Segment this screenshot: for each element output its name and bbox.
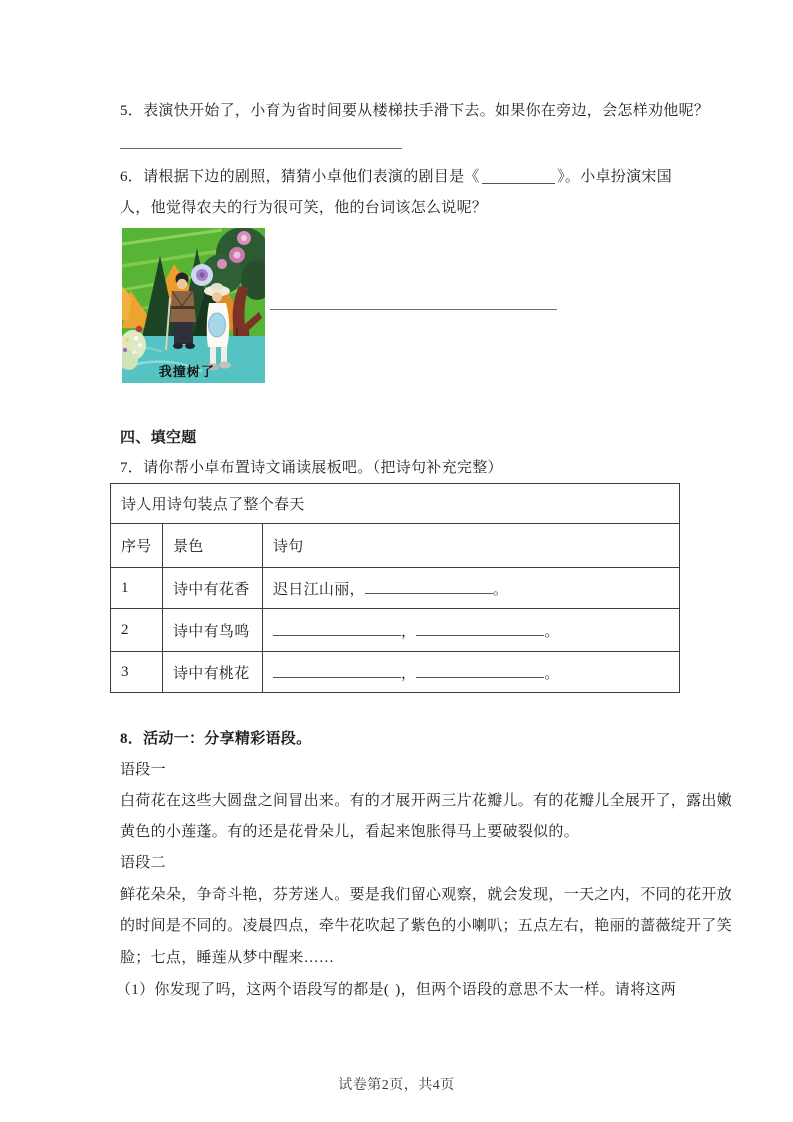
verse-end: 。: [544, 623, 560, 640]
passage-2-line-2: 的时间是不同的。凌晨四点，牵牛花吹起了紫色的小喇叭；五点左右，艳丽的蔷薇绽开了笑: [120, 918, 733, 934]
verse-end: 。: [492, 581, 509, 598]
row-no: 3: [111, 652, 163, 693]
table-caption-row: 诗人用诗句装点了整个春天: [111, 484, 680, 524]
table-row: [111, 609, 680, 652]
verse-comma: ，: [401, 665, 417, 682]
row-no: 2: [111, 609, 163, 652]
question-6-line-2: 人，他觉得农夫的行为很可笑，他的台词该怎么说呢？: [120, 200, 488, 216]
photo-caption: 我撞树了: [158, 364, 215, 379]
fill-blank-line: [365, 579, 493, 594]
passage-2-label: 语段二: [120, 855, 166, 871]
row-no: 1: [111, 568, 163, 609]
section-title: 四、填空题: [120, 430, 197, 446]
row-scene: 诗中有桃花: [163, 652, 263, 693]
sub-1-text-after-blank: )，但两个语段的意思不太一样。请将这两: [395, 982, 676, 998]
sub-1-text-before-blank: （1）你发现了吗，这两个语段写的都是(: [116, 982, 390, 998]
passage-2-line-1: 鲜花朵朵，争奇斗艳，芬芳迷人。要是我们留心观察，就会发现，一天之内，不同的花开放: [120, 887, 733, 903]
answer-line-q6: [270, 309, 557, 310]
fill-blank-line: [416, 663, 544, 678]
question-6-line-1: [120, 167, 672, 187]
fill-blank-line: [273, 621, 401, 636]
verse-comma: ，: [401, 623, 417, 640]
passage-2-line-3: 脸；七点，睡莲从梦中醒来……: [120, 950, 335, 966]
table-header-verse: 诗句: [263, 524, 680, 568]
row-verse: [263, 568, 680, 609]
table-row: [111, 652, 680, 693]
row-verse: [263, 609, 680, 652]
passage-1-label: 语段一: [120, 762, 166, 778]
table-header-no: 序号: [111, 524, 163, 568]
question-7-text: 7．请你帮小卓布置诗文诵读展板吧。（把诗句补充完整）: [120, 460, 503, 476]
answer-line-q5: [120, 148, 402, 149]
fill-blank-line: [482, 183, 555, 184]
table-header-scene: 景色: [163, 524, 263, 568]
row-scene: 诗中有鸟鸣: [163, 609, 263, 652]
passage-1-line-2: 黄色的小莲蓬。有的还是花骨朵儿，看起来饱胀得马上要破裂似的。: [120, 824, 580, 840]
question-5-text: 5．表演快开始了，小育为省时间要从楼梯扶手滑下去。如果你在旁边，会怎样劝他呢？: [120, 103, 710, 119]
passage-1-line-1: 白荷花在这些大圆盘之间冒出来。有的才展开两三片花瓣儿。有的花瓣儿全展开了，露出嫩: [120, 793, 733, 809]
question-6-text-after-blank: 》。小卓扮演宋国: [557, 169, 672, 185]
verse-end: 。: [544, 665, 560, 682]
row-verse: [263, 652, 680, 693]
poetry-table: [110, 483, 680, 693]
question-8-sub-1: [116, 980, 676, 1000]
question-8-title: 8．活动一：分享精彩语段。: [120, 731, 312, 747]
row-scene: 诗中有花香: [163, 568, 263, 609]
drama-photo-illustration: [122, 228, 265, 383]
question-6-text-before-blank: 6．请根据下边的剧照，猜猜小卓他们表演的剧目是《: [120, 169, 480, 185]
fill-blank-line: [416, 621, 544, 636]
verse-prefix: 迟日江山丽，: [273, 581, 365, 598]
drama-photo: [122, 228, 265, 383]
page-footer: 试卷第2页，共4页: [338, 1078, 455, 1093]
table-row: [111, 568, 680, 609]
fill-blank-line: [273, 663, 401, 678]
